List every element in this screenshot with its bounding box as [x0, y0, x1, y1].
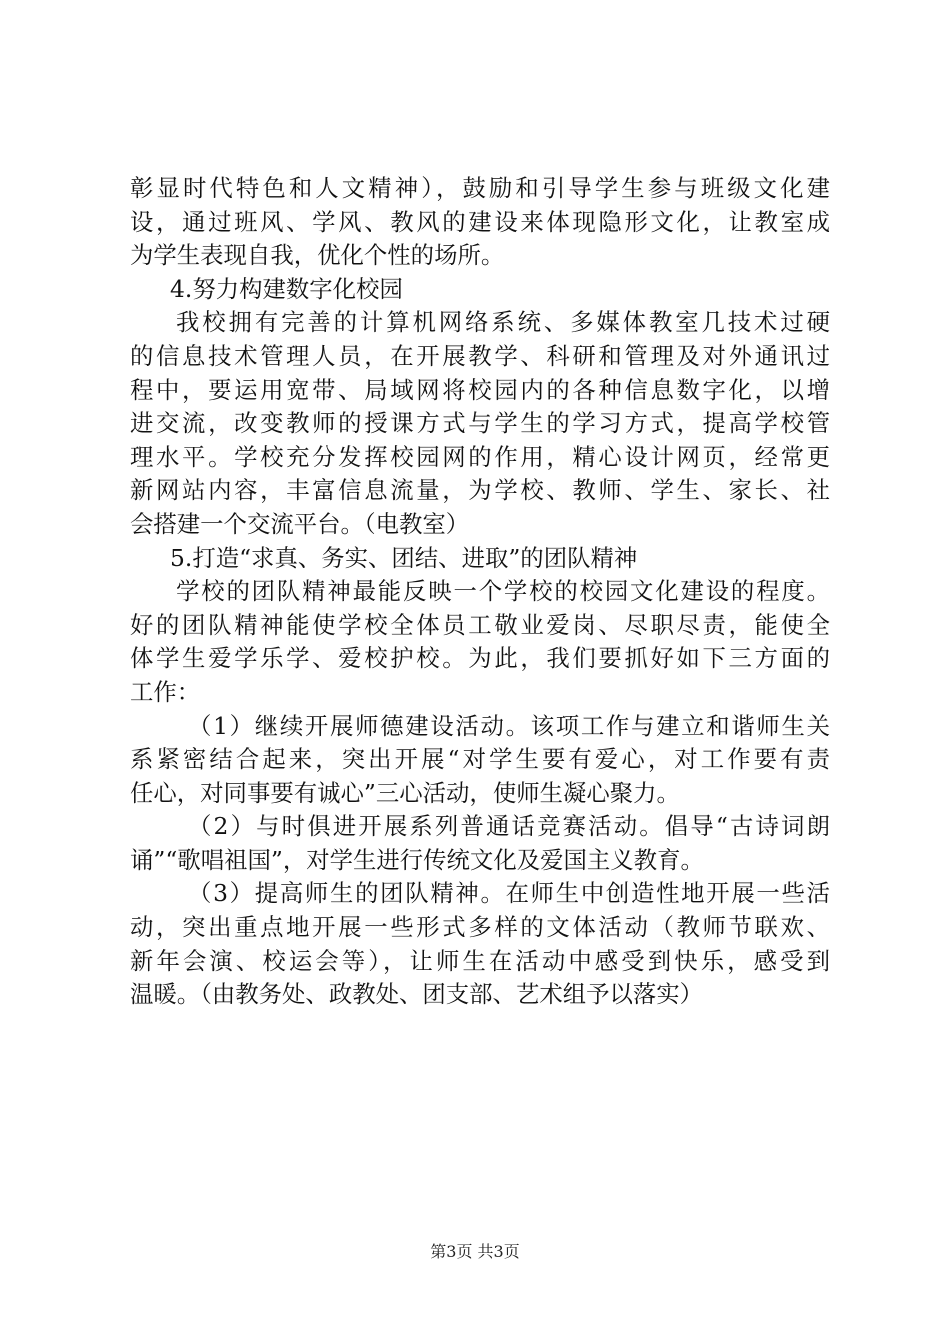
list-item-line: 系紧密结合起来，突出开展“对学生要有爱心，对工作要有责 [130, 745, 830, 774]
paragraph-line: 设，通过班风、学风、教风的建设来体现隐形文化，让教室成 [130, 207, 830, 236]
page-number: 第3页 共3页 [430, 1242, 520, 1261]
paragraph-line: 为学生表现自我，优化个性的场所。 [130, 241, 505, 270]
paragraph-line: 会搭建一个交流平台。（电教室） [130, 509, 470, 538]
paragraph-line: 学校的团队精神最能反映一个学校的校园文化建设的程度。 [176, 577, 830, 606]
paragraph-line: 好的团队精神能使学校全体员工敬业爱岗、尽职尽责，能使全 [130, 610, 830, 639]
paragraph-line: 进交流，改变教师的授课方式与学生的学习方式，提高学校管 [130, 409, 830, 438]
paragraph-line: 新网站内容，丰富信息流量，为学校、教师、学生、家长、社 [130, 476, 830, 505]
paragraph-line: 的信息技术管理人员，在开展教学、科研和管理及对外通讯过 [130, 341, 830, 370]
paragraph-line: 彰显时代特色和人文精神），鼓励和引导学生参与班级文化建 [130, 174, 830, 202]
list-item-line: 动，突出重点地开展一些形式多样的文体活动（教师节联欢、 [130, 913, 830, 942]
list-item-line: 任心，对同事要有诚心”三心活动，使师生凝心聚力。 [130, 778, 680, 807]
paragraph-line: 体学生爱学乐学、爱校护校。为此，我们要抓好如下三方面的 [130, 644, 830, 673]
list-item-line: 新年会演、校运会等），让师生在活动中感受到快乐，感受到 [130, 946, 830, 975]
list-item-line: 温暖。（由教务处、政教处、团支部、艺术组予以落实） [130, 980, 704, 1009]
document-body [130, 172, 830, 1012]
list-item-line: （2）与时俱进开展系列普通话竞赛活动。倡导“古诗词朗 [188, 812, 830, 841]
list-item-line: （3）提高师生的团队精神。在师生中创造性地开展一些活 [188, 879, 830, 908]
list-item-line: 诵”“歌唱祖国”，对学生进行传统文化及爱国主义教育。 [130, 845, 704, 874]
paragraph-line: 工作： [130, 677, 201, 706]
list-item-line: （1）继续开展师德建设活动。该项工作与建立和谐师生关 [188, 711, 830, 740]
section-heading: 5.打造“求真、务实、团结、进取”的团队精神 [170, 543, 638, 572]
section-heading: 4.努力构建数字化校园 [170, 274, 403, 303]
paragraph-line: 我校拥有完善的计算机网络系统、多媒体教室几技术过硬 [176, 308, 830, 337]
paragraph-line: 程中，要运用宽带、局域网将校园内的各种信息数字化，以增 [130, 375, 830, 404]
paragraph-line: 理水平。学校充分发挥校园网的作用，精心设计网页，经常更 [130, 442, 830, 471]
